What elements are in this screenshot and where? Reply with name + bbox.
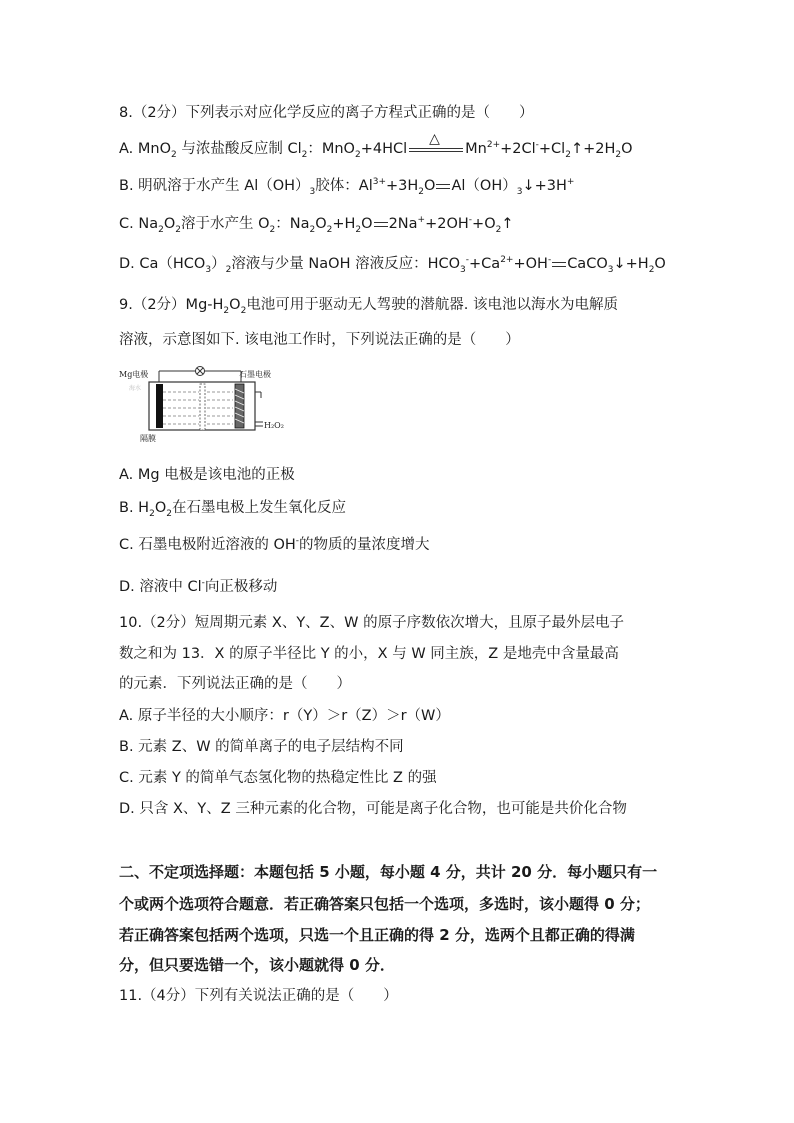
- q9-option-d: D. 溶液中 Cl-向正极移动: [119, 578, 278, 595]
- q10-option-c: C. 元素 Y 的简单气态氢化物的热稳定性比 Z 的强: [119, 770, 437, 786]
- q10-option-d: D. 只含 X、Y、Z 三种元素的化合物，可能是离子化合物，也可能是共价化合物: [119, 801, 627, 817]
- q9-option-c: C. 石墨电极附近溶液的 OH-的物质的量浓度增大: [119, 536, 430, 553]
- q9-stem-line1: 9.（2分）$Mg-H_2O_2$电池可用于驱动无人驾驶的潜航器. 该电池以海水为电解质: [119, 297, 619, 316]
- battery-diagram: [119, 364, 291, 432]
- equals-sign: [552, 262, 566, 267]
- section2-line2: 个或两个选项符合题意．若正确答案只包括一个选项，多选时，该小题得 0 分；: [119, 895, 650, 913]
- heating-equals-sign: △: [407, 139, 465, 159]
- q11-stem: 11.（4分）下列有关说法正确的是（ ）: [119, 988, 398, 1004]
- equals-sign: [374, 222, 388, 227]
- membrane: [200, 384, 205, 430]
- q10-stem-line3: 的元素．下列说法正确的是（ ）: [119, 676, 351, 692]
- lamp-icon: [196, 367, 205, 376]
- q10-option-a: A. 原子半径的大小顺序：r（Y）＞r（Z）＞r（W）: [119, 708, 450, 724]
- q9-option-a: A. Mg 电极是该电池的正极: [119, 467, 295, 483]
- section2-line4: 分，但只要选错一个，该小题就得 0 分．: [119, 956, 395, 974]
- q8-option-a: A. MnO$_2$ 与浓盐酸反应制 $Cl_2$：MnO$_2$+4HCl △ $Mn^{2+}+2Cl^-+Cl_2↑+2H_2O$: [119, 131, 633, 160]
- q10-stem-line2: 数之和为 13．X 的原子半径比 Y 的小，X 与 W 同主族，Z 是地壳中含量最高: [119, 646, 619, 662]
- section2-line3: 若正确答案包括两个选项，只选一个且正确的得 2 分，选两个且都正确的得满: [119, 926, 635, 944]
- mg-electrode: [156, 384, 163, 428]
- q9-option-b: B. $H_2O_2$在石墨电极上发生氧化反应: [119, 500, 346, 519]
- label-graphite-electrode: 石墨电极: [239, 370, 271, 379]
- label-h2o2: H₂O₂: [264, 421, 284, 430]
- label-mg-electrode: Mg电极: [119, 370, 149, 379]
- q8-option-d: D. $Ca(HCO_3)_2$溶液与少量 NaOH 溶液反应：$HCO_3^-+Ca^{2+}+OH^-$ $CaCO_3↓+H_2O$: [119, 255, 666, 275]
- q8-option-c: C. $Na_2O_2$溶于水产生 $O_2$：$Na_2O_2+H_2O$ $2Na^++2OH^-+O_2↑$: [119, 215, 514, 235]
- section2-line1: 二、不定项选择题：本题包括 5 小题，每小题 4 分，共计 20 分．每小题只有一: [119, 863, 658, 881]
- q8-option-b: B. 明矾溶于水产生 $Al(OH)_3$胶体：$Al^{3+}+3H_2O$ $Al(OH)_3↓+3H^+$: [119, 177, 575, 197]
- label-membrane: 隔膜: [140, 434, 156, 443]
- q10-option-b: B. 元素 Z、W 的简单离子的电子层结构不同: [119, 739, 404, 755]
- q8-stem: 8.（2分）下列表示对应化学反应的离子方程式正确的是（ ）: [119, 105, 534, 121]
- q9-stem-line2: 溶液，示意图如下. 该电池工作时，下列说法正确的是（ ）: [119, 332, 520, 348]
- equals-sign: [436, 184, 450, 189]
- label-seawater: 海水: [129, 385, 142, 392]
- q10-stem-line1: 10.（2分）短周期元素 X、Y、Z、W 的原子序数依次增大，且原子最外层电子: [119, 615, 625, 631]
